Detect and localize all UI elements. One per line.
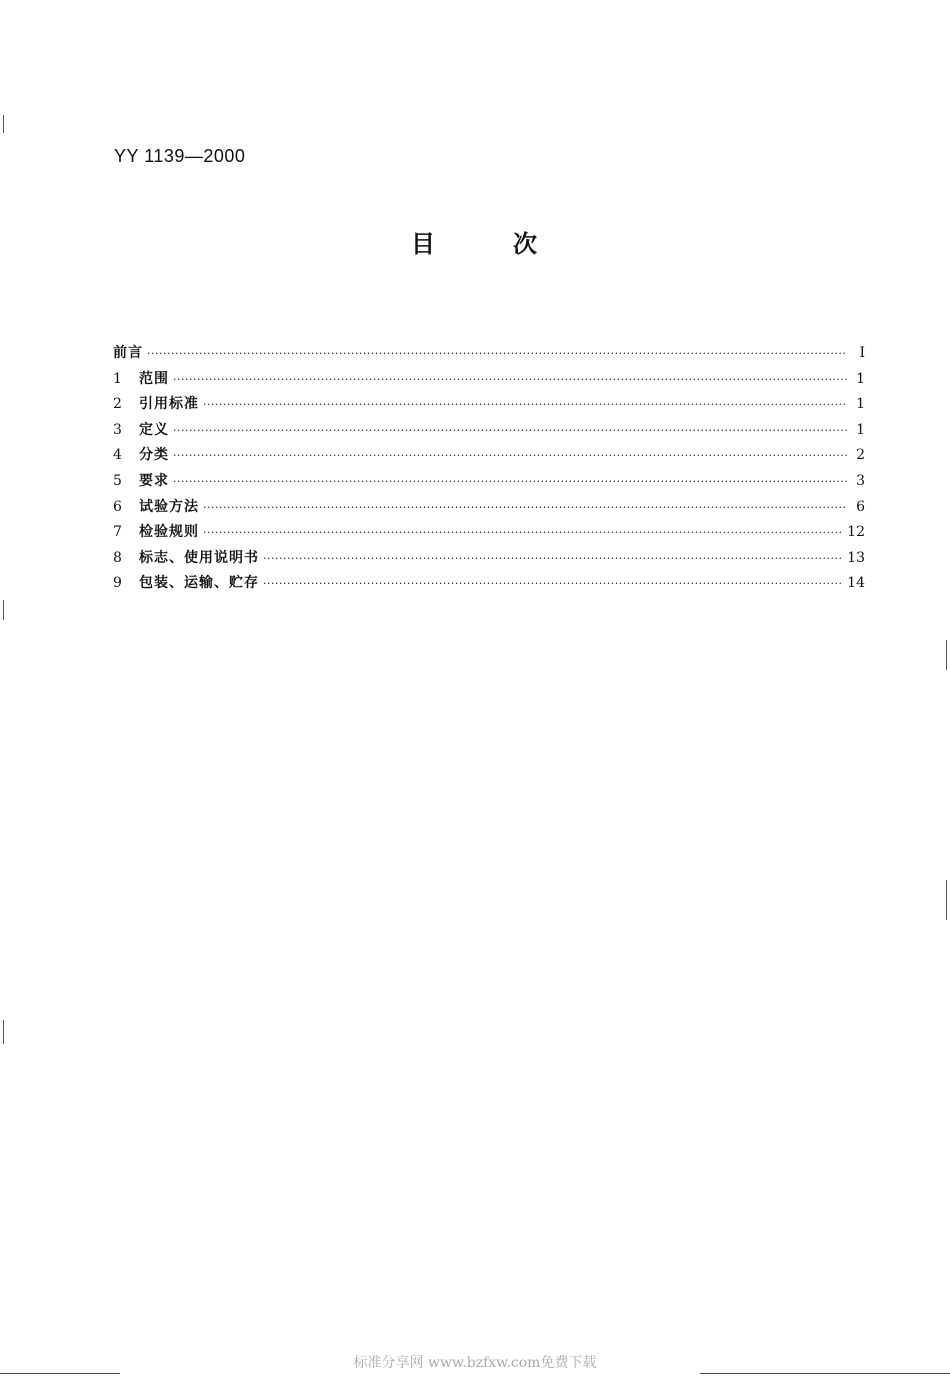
toc-leader	[203, 520, 843, 546]
toc-leader	[173, 443, 847, 469]
toc-entry-6	[113, 495, 865, 521]
toc-entry-2	[113, 392, 865, 418]
scan-edge-mark	[946, 880, 947, 920]
scan-bottom-line	[700, 1373, 950, 1374]
toc-entry-page: 3	[856, 472, 865, 489]
page-title	[0, 224, 950, 259]
scan-bottom-line	[0, 1373, 120, 1374]
toc-entry-number: 4	[113, 447, 122, 464]
table-of-contents	[113, 341, 865, 597]
toc-entry-5	[113, 469, 865, 495]
toc-entry-page: 12	[847, 524, 865, 541]
toc-entry-title: 前言	[113, 345, 143, 361]
toc-entry-foreword	[113, 341, 865, 367]
toc-entry-7	[113, 520, 865, 546]
toc-entry-number: 3	[113, 421, 122, 438]
toc-entry-page: I	[859, 345, 865, 361]
toc-entry-title: 范围	[139, 370, 169, 387]
toc-entry-number: 8	[113, 549, 122, 566]
toc-entry-page: 1	[856, 421, 865, 438]
toc-entry-3	[113, 418, 865, 444]
toc-leader	[203, 392, 847, 418]
toc-entry-1	[113, 367, 865, 393]
footer-watermark: 标准分享网 www.bzfxw.com免费下载	[353, 1355, 597, 1371]
toc-leader	[203, 495, 847, 521]
toc-entry-number: 2	[113, 396, 122, 413]
title-char-1: 目	[411, 230, 437, 258]
toc-entry-title: 包装、运输、贮存	[139, 575, 259, 592]
toc-leader	[263, 546, 843, 572]
toc-entry-8	[113, 546, 865, 572]
toc-entry-9	[113, 571, 865, 597]
toc-entry-number: 7	[113, 524, 122, 541]
toc-entry-title: 分类	[139, 447, 169, 464]
toc-entry-page: 13	[847, 549, 865, 566]
toc-entry-page: 1	[856, 396, 865, 413]
toc-entry-title: 试验方法	[139, 498, 199, 515]
toc-entry-number: 5	[113, 472, 122, 489]
title-char-2: 次	[513, 230, 539, 258]
toc-entry-title: 要求	[139, 472, 169, 489]
toc-leader	[173, 418, 847, 444]
standard-code: YY 1139—2000	[114, 146, 246, 166]
toc-entry-number: 1	[113, 370, 122, 387]
toc-leader	[173, 367, 847, 393]
toc-entry-number: 9	[113, 575, 122, 592]
toc-leader	[173, 469, 847, 495]
toc-leader	[147, 341, 847, 367]
toc-entry-page: 2	[856, 447, 865, 464]
toc-entry-title: 定义	[139, 421, 169, 438]
toc-leader	[263, 571, 843, 597]
toc-entry-title: 引用标准	[139, 396, 199, 413]
toc-entry-title: 标志、使用说明书	[139, 549, 259, 566]
toc-entry-4	[113, 443, 865, 469]
scan-edge-mark	[3, 600, 4, 620]
toc-entry-title: 检验规则	[139, 524, 199, 541]
toc-entry-page: 1	[856, 370, 865, 387]
scan-edge-mark	[3, 115, 4, 133]
scan-edge-mark	[3, 1020, 4, 1044]
toc-entry-number: 6	[113, 498, 122, 515]
toc-entry-page: 14	[847, 575, 865, 592]
scan-edge-mark	[946, 640, 947, 670]
toc-entry-page: 6	[856, 498, 865, 515]
